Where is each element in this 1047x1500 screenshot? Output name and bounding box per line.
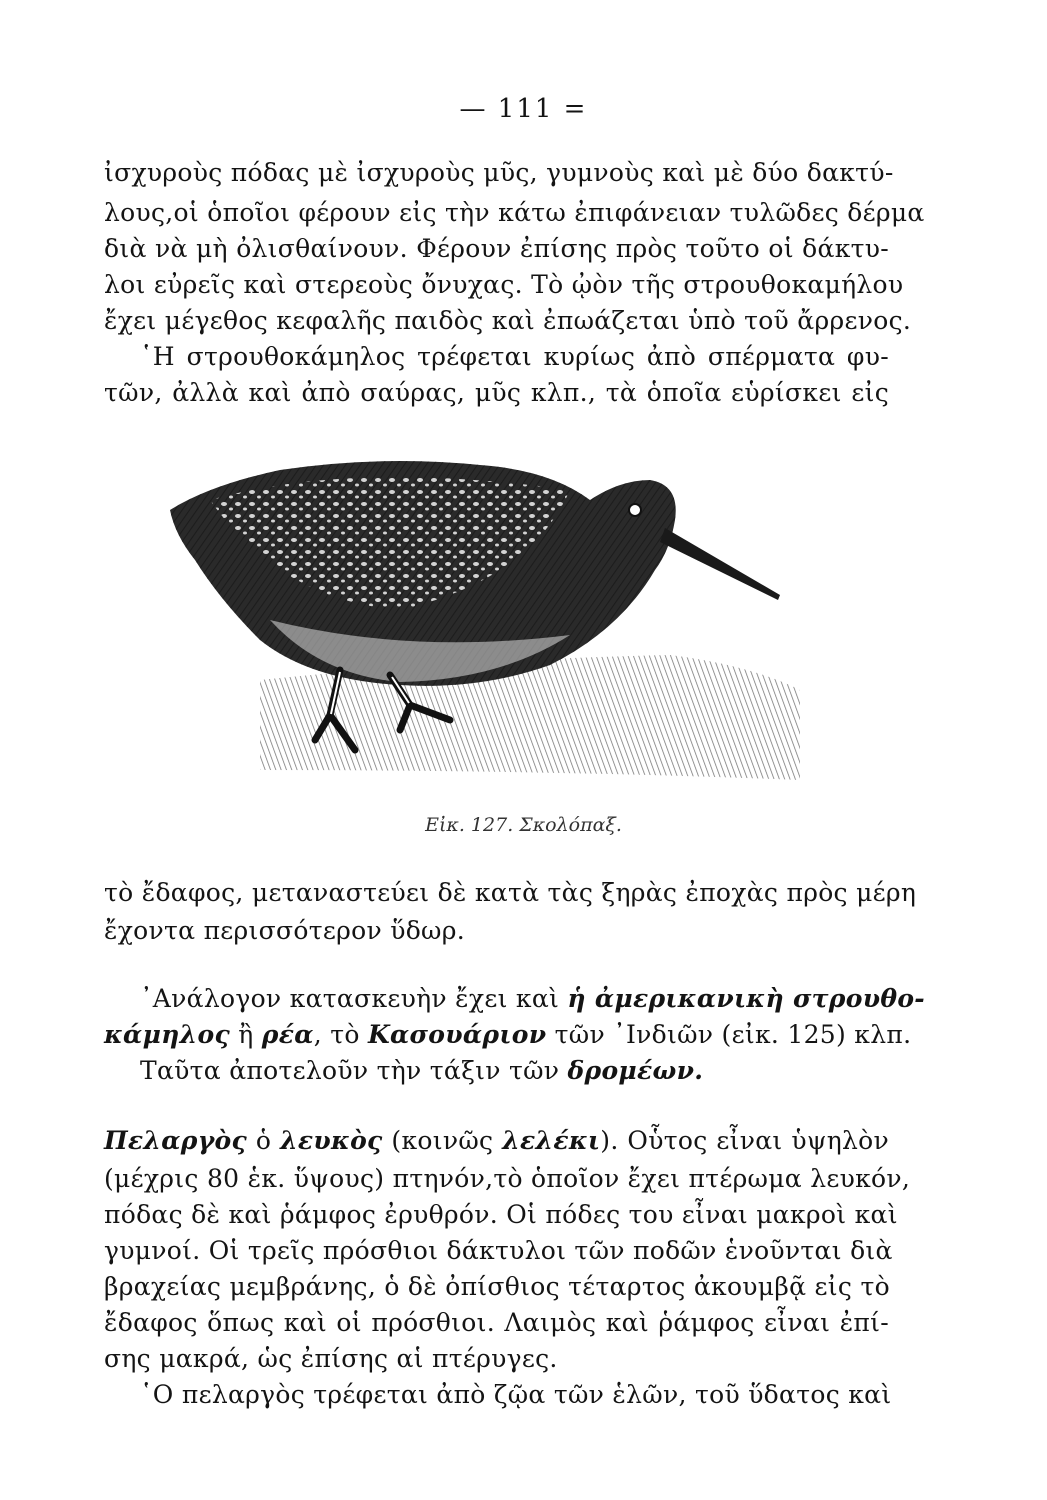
text-line: ᾿Ανάλογον κατασκευὴν ἔχει καὶ ἡ ἀμερικανικὴ στρουθο- bbox=[140, 984, 925, 1013]
text-line: λους,οἱ ὁποῖοι φέρουν εἰς τὴν κάτω ἐπιφάνειαν τυλῶδες δέρμα bbox=[104, 198, 925, 227]
text-line: τῶν, ἀλλὰ καὶ ἀπὸ σαύρας, μῦς κλπ., τὰ ὁποῖα εὑρίσκει εἰς bbox=[104, 378, 889, 407]
text-line: γυμνοί. Οἱ τρεῖς πρόσθιοι δάκτυλοι τῶν ποδῶν ἑνοῦνται διὰ bbox=[104, 1236, 893, 1265]
text-line: σης μακρά, ὡς ἐπίσης αἱ πτέρυγες. bbox=[104, 1344, 558, 1373]
text-line: βραχείας μεμβράνης, ὁ δὲ ὀπίσθιος τέταρτος ἀκουμβᾷ εἰς τὸ bbox=[104, 1272, 890, 1301]
text-line: Ταῦτα ἀποτελοῦν τὴν τάξιν τῶν δρομέων. bbox=[140, 1056, 704, 1085]
text-line: τὸ ἔδαφος, μεταναστεύει δὲ κατὰ τὰς ξηρὰς ἐποχὰς πρὸς μέρη bbox=[104, 878, 917, 907]
figure-caption: Εἰκ. 127. Σκολόπαξ. bbox=[425, 814, 622, 836]
page-number: — 111 = bbox=[459, 94, 588, 124]
text-line: ῾Ο πελαργὸς τρέφεται ἀπὸ ζῷα τῶν ἑλῶν, τοῦ ὕδατος καὶ bbox=[140, 1380, 892, 1409]
bird-beak bbox=[660, 528, 780, 600]
text-line: ἔχει μέγεθος κεφαλῆς παιδὸς καὶ ἐπωάζεται ὑπὸ τοῦ ἄρρενος. bbox=[104, 306, 912, 335]
bird-eye bbox=[629, 504, 641, 516]
text-line: (μέχρις 80 ἑκ. ὕψους) πτηνόν,τὸ ὁποῖον ἔχει πτέρωμα λευκόν, bbox=[104, 1164, 911, 1193]
text-line: ῾Η στρουθοκάμηλος τρέφεται κυρίως ἀπὸ σπέρματα φυ- bbox=[140, 342, 889, 371]
woodcock-illustration bbox=[150, 440, 830, 800]
text-line: Πελαργὸς ὁ λευκὸς (κοινῶς λελέκι). Οὗτος εἶναι ὑψηλὸν bbox=[104, 1126, 889, 1155]
text-line: ἔχοντα περισσότερον ὕδωρ. bbox=[104, 916, 465, 945]
text-line: κάμηλος ἢ ρέα, τὸ Κασουάριον τῶν ᾿Ινδιῶν (εἰκ. 125) κλπ. bbox=[104, 1020, 912, 1049]
text-line: πόδας δὲ καὶ ῥάμφος ἐρυθρόν. Οἱ πόδες του εἶναι μακροὶ καὶ bbox=[104, 1200, 898, 1229]
text-line: ἔδαφος ὅπως καὶ οἱ πρόσθιοι. Λαιμὸς καὶ ῥάμφος εἶναι ἐπί- bbox=[104, 1308, 889, 1337]
text-line: λοι εὐρεῖς καὶ στερεοὺς ὄνυχας. Τὸ ᾠὸν τῆς στρουθοκαμήλου bbox=[104, 270, 904, 299]
text-line: ἰσχυροὺς πόδας μὲ ἰσχυροὺς μῦς, γυμνοὺς καὶ μὲ δύο δακτύ- bbox=[104, 158, 894, 187]
text-line: διὰ νὰ μὴ ὀλισθαίνουν. Φέρουν ἐπίσης πρὸς τοῦτο οἱ δάκτυ- bbox=[104, 234, 889, 263]
